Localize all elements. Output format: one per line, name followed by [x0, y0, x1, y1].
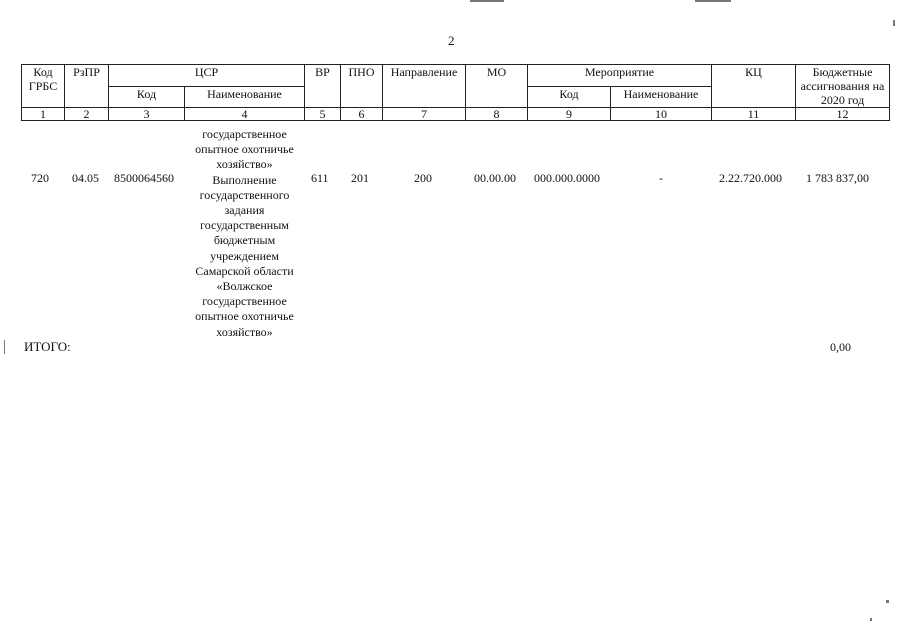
- column-number: 6: [341, 108, 383, 121]
- column-number: 12: [796, 108, 890, 121]
- cell-rzpr: 04.05: [72, 171, 99, 185]
- cell-vr: 611: [311, 171, 329, 185]
- column-number: 11: [712, 108, 796, 121]
- carry-over-line: хозяйство»: [216, 157, 273, 172]
- carry-over-line: опытное охотничье: [195, 142, 294, 157]
- column-number: 8: [466, 108, 528, 121]
- page-number: 2: [448, 33, 455, 48]
- cell-mer-kod: 000.000.0000: [534, 171, 600, 185]
- cell-pno: 201: [351, 171, 369, 185]
- column-number: 3: [109, 108, 185, 121]
- name-line: бюджетным: [213, 233, 276, 248]
- name-line: учреждением: [210, 248, 279, 263]
- column-number: 5: [305, 108, 341, 121]
- budget-table-header: [21, 64, 890, 121]
- cell-amount: 1 783 837,00: [806, 171, 869, 185]
- scan-speck: [886, 600, 889, 603]
- column-number: 1: [22, 108, 65, 121]
- name-line: государственное: [202, 294, 287, 309]
- column-number: 9: [528, 108, 611, 121]
- name-line: государственного: [199, 187, 290, 202]
- column-number: 10: [611, 108, 712, 121]
- header-pno: ПНО: [341, 65, 383, 108]
- name-line: хозяйство»: [216, 324, 273, 339]
- header-napravlenie: Направление: [383, 65, 466, 108]
- header-mo: МО: [466, 65, 528, 108]
- name-line: «Волжское: [216, 279, 273, 294]
- header-kod-grbs: Код ГРБС: [22, 65, 65, 108]
- scan-speck: [4, 340, 5, 354]
- header-csr-kod: Код: [109, 86, 185, 108]
- cell-mo: 00.00.00: [474, 171, 516, 185]
- header-csr-name: Наименование: [185, 86, 305, 108]
- column-number: 2: [65, 108, 109, 121]
- name-line: Самарской области: [195, 263, 294, 278]
- cell-kod-grbs: 720: [31, 171, 49, 185]
- column-number: 7: [383, 108, 466, 121]
- cell-napravlenie: 200: [414, 171, 432, 185]
- scan-speck: [893, 20, 895, 26]
- carry-over-line: государственное: [202, 127, 287, 141]
- header-mer-kod: Код: [528, 86, 611, 108]
- scan-speck: [870, 618, 872, 621]
- total-value: 0,00: [830, 340, 851, 354]
- name-line: государственным: [200, 218, 289, 233]
- scan-speck: [470, 0, 504, 2]
- cell-mer-name: -: [659, 171, 663, 185]
- name-line: задания: [224, 203, 265, 218]
- name-line: опытное охотничье: [195, 309, 294, 324]
- scan-speck: [695, 0, 731, 2]
- header-csr: ЦСР: [109, 65, 305, 87]
- header-rzpr: РзПР: [65, 65, 109, 108]
- cell-csr-kod: 8500064560: [114, 171, 174, 185]
- header-meropriyatie: Мероприятие: [528, 65, 712, 87]
- total-label: ИТОГО:: [24, 339, 71, 354]
- header-budget: Бюджетные ассигнования на 2020 год: [796, 65, 890, 108]
- header-mer-name: Наименование: [611, 86, 712, 108]
- cell-kc: 2.22.720.000: [719, 171, 782, 185]
- name-line: Выполнение: [212, 172, 277, 187]
- header-kc: КЦ: [712, 65, 796, 108]
- row-description: [183, 127, 306, 340]
- header-vr: ВР: [305, 65, 341, 108]
- column-number: 4: [185, 108, 305, 121]
